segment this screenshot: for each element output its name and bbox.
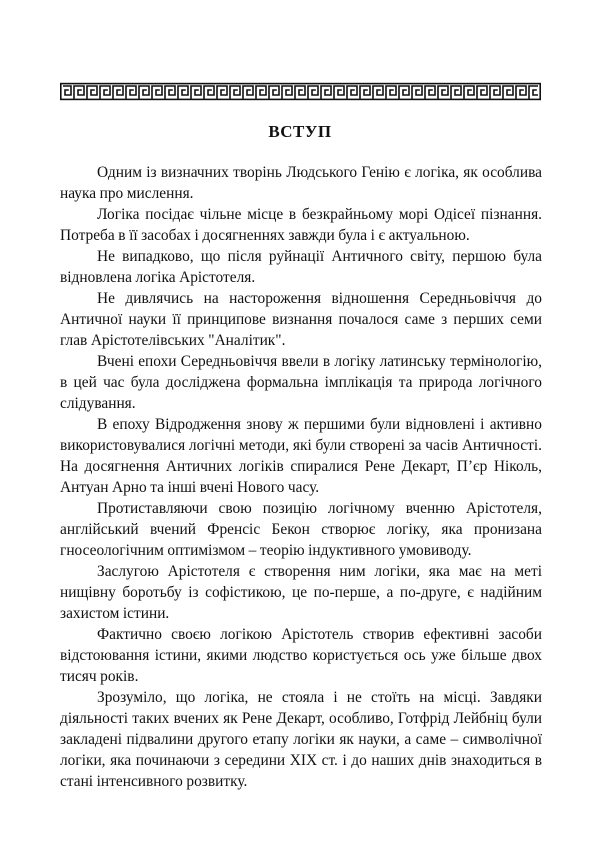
greek-key-border-ornament — [60, 82, 541, 101]
chapter-title: ВСТУП — [268, 122, 332, 141]
paragraph: Одним із визначних творінь Людського Генію є логіка, як особлива наука про мислення. — [60, 164, 542, 202]
paragraph: Зрозуміло, що логіка, не стояла і не стоїть на місці. Завдяки діяльності таких вчених як Рене Декарт, особливо, Готфрід Лейбніц були закладені підвалини другого етапу логіки як науки, а саме – символічної логіки, яка починаючи з середини XIX ст. і до наших днів знаходиться в стані інтенсивного розвитку. — [60, 689, 542, 790]
paragraph: Заслугою Арістотеля є створення ним логіки, яка має на меті нищівну боротьбу із софістикою, це по-перше, а по-друге, є надійним захистом істини. — [60, 563, 542, 622]
paragraph: Вчені епохи Середньовіччя ввели в логіку латинську термінологію, в цей час була досліджена формальна імплікація та природа логічного слідування. — [60, 353, 542, 412]
paragraph: В епоху Відродження знову ж першими були відновлені і активно використовувалися логічні методи, які були створені за часів Античності. На досягнення Античних логіків спиралися Рене Декарт, П’єр Ніколь, Антуан Арно та інші вчені Нового часу. — [60, 416, 542, 496]
paragraph: Не дивлячись на настороження відношення Середньовіччя до Античної науки її принципове визнання почалося саме з перших семи глав Арістотелівських "Аналітик". — [60, 290, 542, 349]
paragraph: Фактично своєю логікою Арістотель створив ефективні засоби відстоювання істини, якими людство користується ось уже більше двох тисяч років. — [60, 626, 542, 685]
paragraph: Не випадково, що після руйнації Античного світу, першою була відновлена логіка Арістотеля. — [60, 248, 542, 286]
paragraph: Протиставляючи свою позицію логічному вченню Арістотеля, англійський вчений Френсіс Бекон створює логіку, яка пронизана гносеологічним оптимізмом – теорію індуктивного умовиводу. — [60, 500, 542, 559]
paragraph: Логіка посідає чільне місце в безкрайньому морі Одісеї пізнання. Потреба в її засобах і досягненнях завжди була і є актуальною. — [60, 206, 542, 244]
body-text — [60, 162, 542, 792]
